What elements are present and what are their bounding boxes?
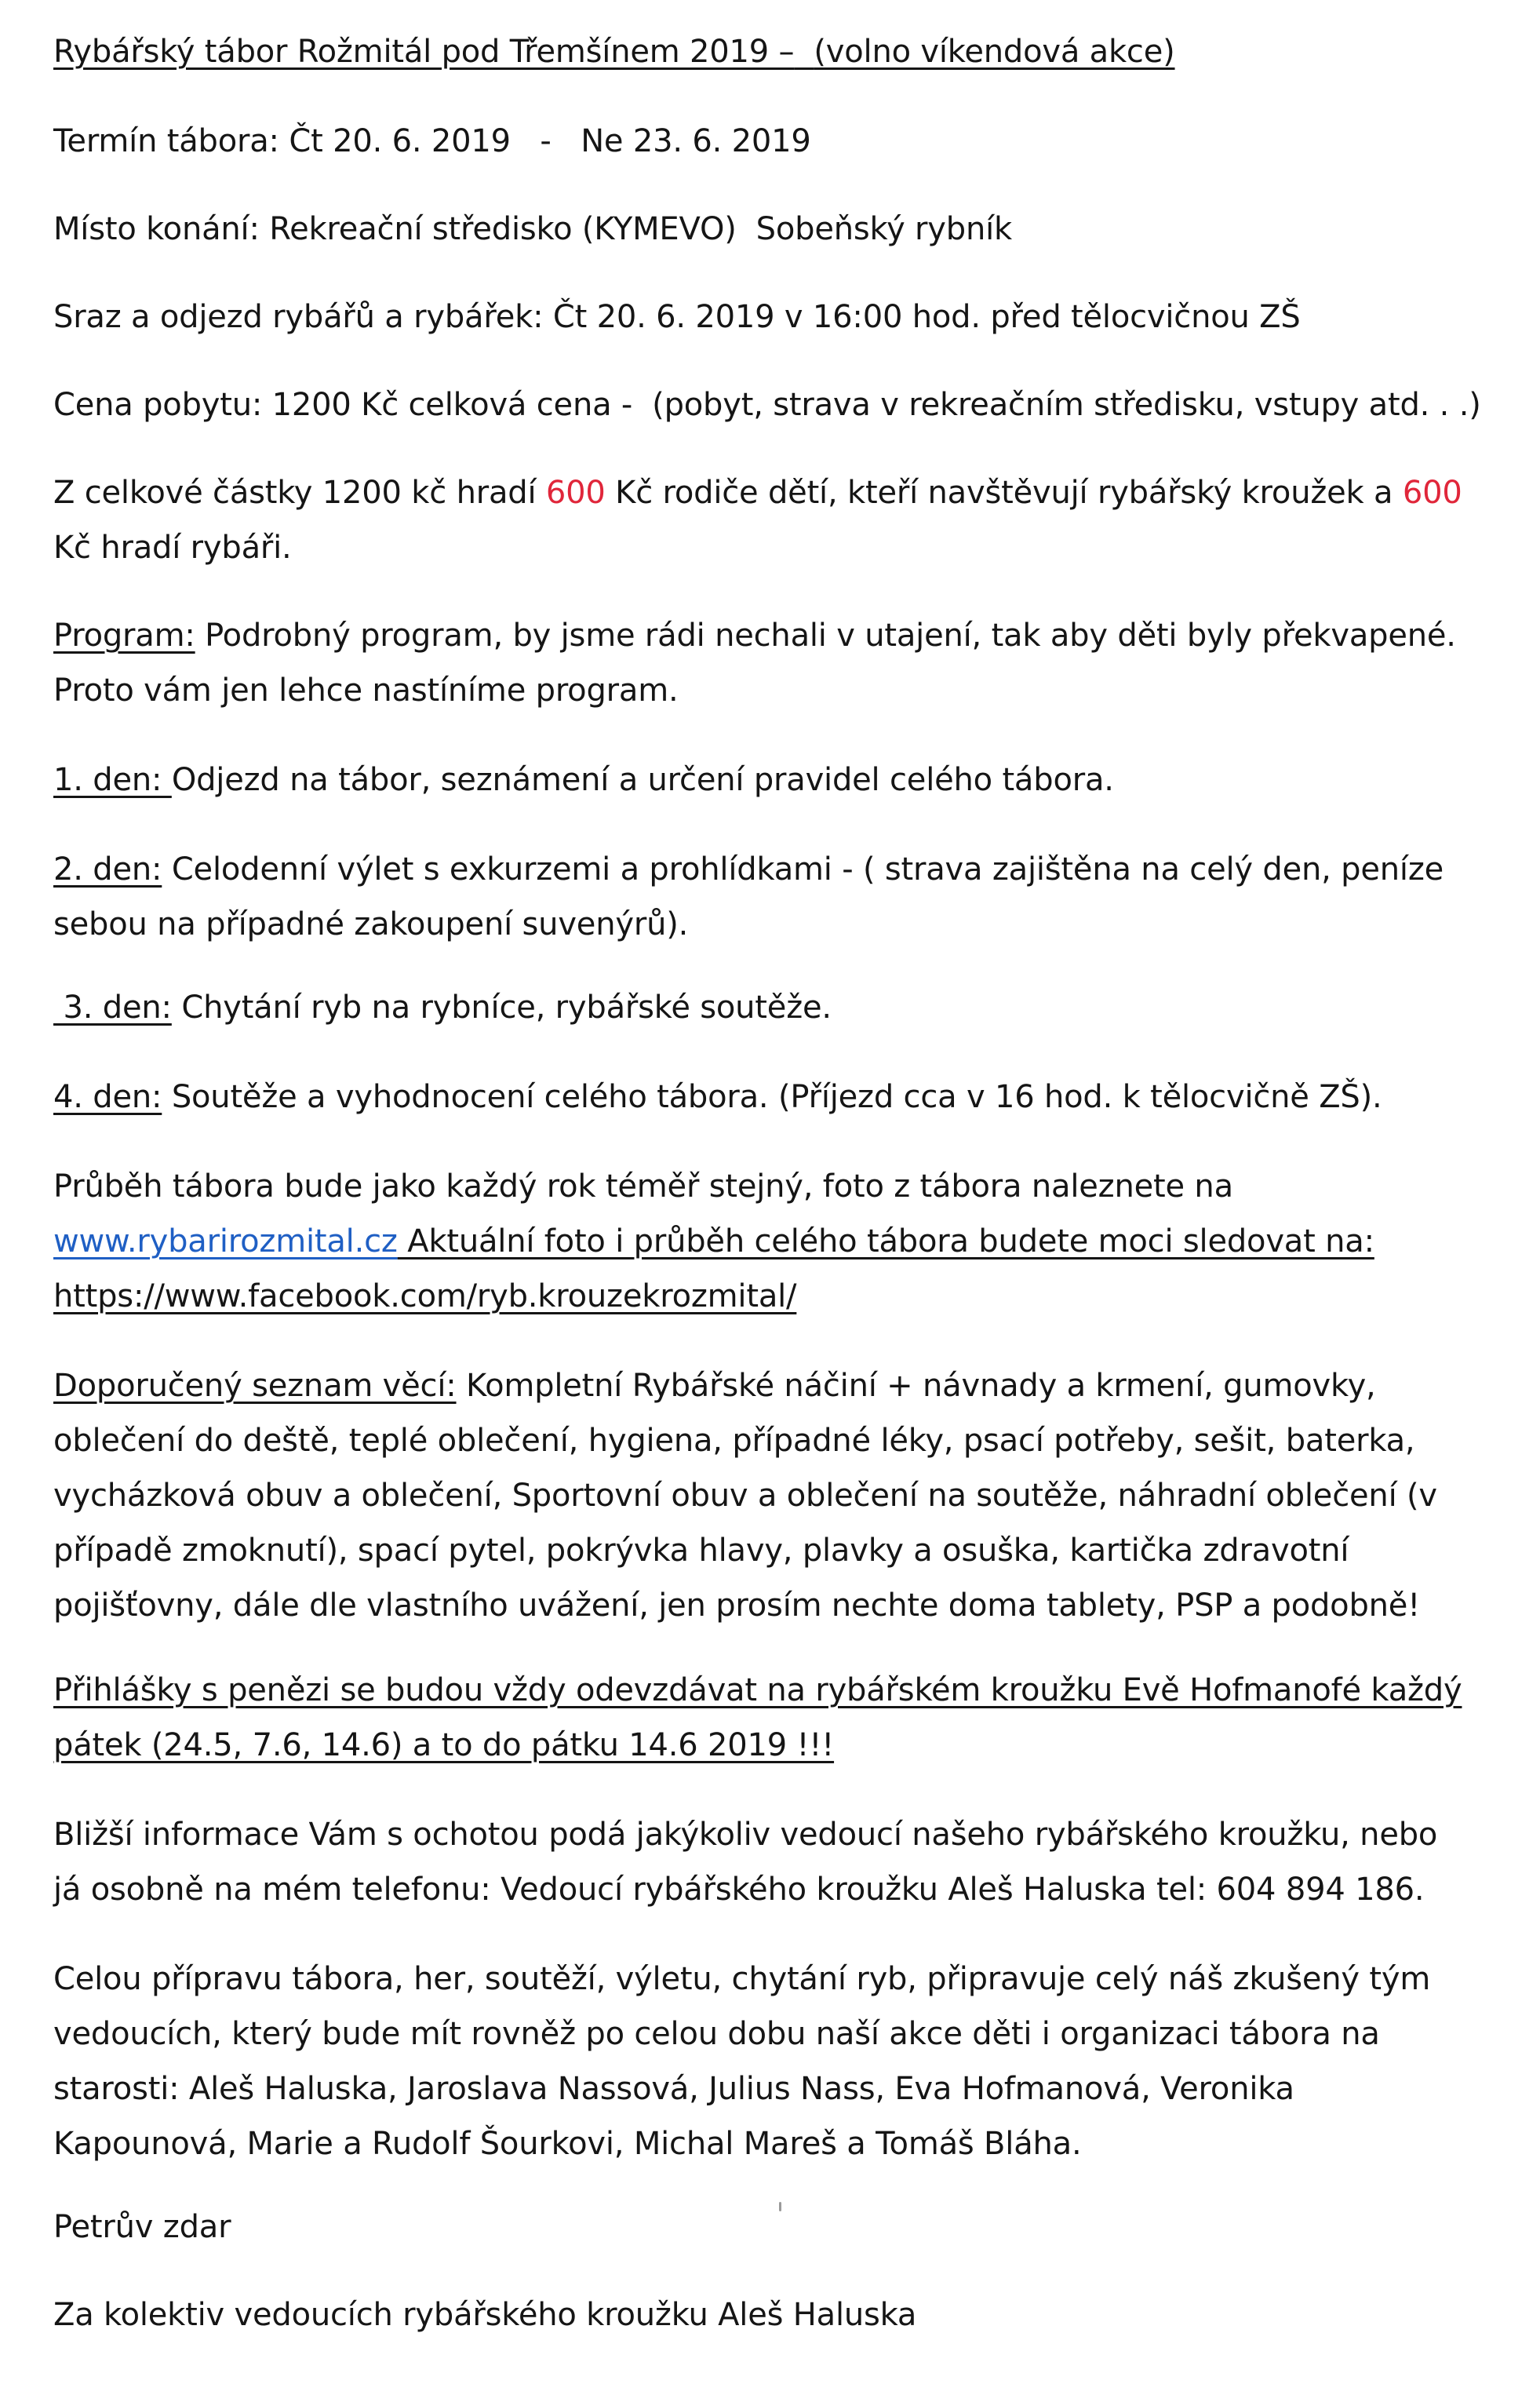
title-note: (volno víkendová akce) xyxy=(814,34,1175,70)
payment-split-line2: Kč hradí rybáři. xyxy=(53,530,292,566)
day-4 xyxy=(53,1075,1382,1119)
team-line3: starosti: Aleš Haluska, Jaroslava Nassová, Julius Nass, Eva Hofmanová, Veronika xyxy=(53,2071,1294,2107)
day-3 xyxy=(53,986,832,1030)
items-line2: oblečení do deště, teplé oblečení, hygiena, případné léky, psací potřeby, sešit, baterka, xyxy=(53,1423,1415,1459)
team-line2: vedoucích, který bude mít rovněž po celou dobu naší akce děti i organizaci tábora na xyxy=(53,2016,1380,2052)
meeting-info: Sraz a odjezd rybářů a rybářek: Čt 20. 6. 2019 v 16:00 hod. před tělocvičnou ZŠ xyxy=(53,299,1301,335)
day-2 xyxy=(53,848,1444,891)
info-line1: Průběh tábora bude jako každý rok téměř stejný, foto z tábora naleznete na xyxy=(53,1168,1233,1205)
day-2-text: Celodenní výlet s exkurzemi a prohlídkami - ( strava zajištěna na celý den, peníze xyxy=(162,851,1444,888)
signature: Za kolektiv vedoucích rybářského kroužku Aleš Haluska xyxy=(53,2297,917,2333)
split-text-a: Z celkové částky 1200 kč hradí xyxy=(53,475,546,511)
day-1-text: Odjezd na tábor, seznámení a určení pravidel celého tábora. xyxy=(171,762,1114,798)
title-camp: Rybářský tábor Rožmitál pod Třemšínem 2019 – xyxy=(53,34,795,70)
team-line4: Kapounová, Marie a Rudolf Šourkovi, Michal Mareš a Tomáš Bláha. xyxy=(53,2126,1082,2162)
team-line1: Celou přípravu tábora, her, soutěží, výletu, chytání ryb, připravuje celý náš zkušený tým xyxy=(53,1961,1431,1997)
items-label: Doporučený seznam věcí: xyxy=(53,1368,457,1404)
items-line4: případě zmoknutí), spací pytel, pokrývka hlavy, plavky a osuška, kartička zdravotní xyxy=(53,1533,1349,1569)
day-4-label: 4. den: xyxy=(53,1079,162,1115)
day-2-continued: sebou na případné zakoupení suvenýrů). xyxy=(53,906,689,942)
program-intro-line2: Proto vám jen lehce nastíníme program. xyxy=(53,673,679,709)
facebook-link[interactable]: https://www.facebook.com/ryb.krouzekrozmital/ xyxy=(53,1278,797,1314)
day-3-text: Chytání ryb na rybníce, rybářské soutěže. xyxy=(171,990,832,1026)
split-text-b: Kč rodiče dětí, kteří navštěvují rybářský kroužek a xyxy=(605,475,1403,511)
price-info: Cena pobytu: 1200 Kč celková cena - (pobyt, strava v rekreačním středisku, vstupy atd. . .) xyxy=(53,387,1481,423)
items-line5: pojišťovny, dále dle vlastního uvážení, jen prosím nechte doma tablety, PSP a podobně! xyxy=(53,1588,1421,1624)
document-title xyxy=(53,30,1175,74)
info-line2 xyxy=(53,1219,1374,1263)
program-text: Podrobný program, by jsme rádi nechali v utajení, tak aby děti byly překvapené. xyxy=(195,618,1456,654)
payment-split-line1 xyxy=(53,471,1462,515)
items-line1 xyxy=(53,1364,1376,1408)
contact-line1: Bližší informace Vám s ochotou podá jakýkoliv vedoucí našeho rybářského kroužku, nebo xyxy=(53,1817,1438,1853)
website-link[interactable]: www.rybarirozmital.cz xyxy=(53,1223,398,1259)
split-amount-fishermen: 600 xyxy=(1402,475,1462,511)
info-follow-text: Aktuální foto i průběh celého tábora budete moci sledovat na: xyxy=(397,1223,1374,1259)
day-1 xyxy=(53,758,1114,802)
items-line3: vycházková obuv a oblečení, Sportovní obuv a oblečení na soutěže, náhradní oblečení (v xyxy=(53,1478,1437,1514)
program-label: Program: xyxy=(53,618,195,654)
day-1-label: 1. den: xyxy=(53,762,172,798)
camp-term: Termín tábora: Čt 20. 6. 2019 - Ne 23. 6. 2019 xyxy=(53,123,811,159)
camp-place: Místo konání: Rekreační středisko (KYMEVO) Sobeňský rybník xyxy=(53,211,1012,247)
items-text: Kompletní Rybářské náčiní + návnady a krmení, gumovky, xyxy=(456,1368,1376,1404)
program-intro-line1 xyxy=(53,614,1456,658)
day-3-label: 3. den: xyxy=(53,990,172,1026)
day-2-label: 2. den: xyxy=(53,851,162,888)
contact-line2: já osobně na mém telefonu: Vedoucí rybářského kroužku Aleš Haluska tel: 604 894 186. xyxy=(53,1872,1425,1908)
scan-speck xyxy=(779,2202,781,2211)
signup-line1: Přihlášky s penězi se budou vždy odevzdávat na rybářském kroužku Evě Hofmanofé každý xyxy=(53,1672,1462,1708)
greeting: Petrův zdar xyxy=(53,2209,231,2245)
day-4-text: Soutěže a vyhodnocení celého tábora. (Příjezd cca v 16 hod. k tělocvičně ZŠ). xyxy=(162,1079,1382,1115)
signup-line2: pátek (24.5, 7.6, 14.6) a to do pátku 14.6 2019 !!! xyxy=(53,1727,835,1763)
split-amount-parents: 600 xyxy=(545,475,606,511)
